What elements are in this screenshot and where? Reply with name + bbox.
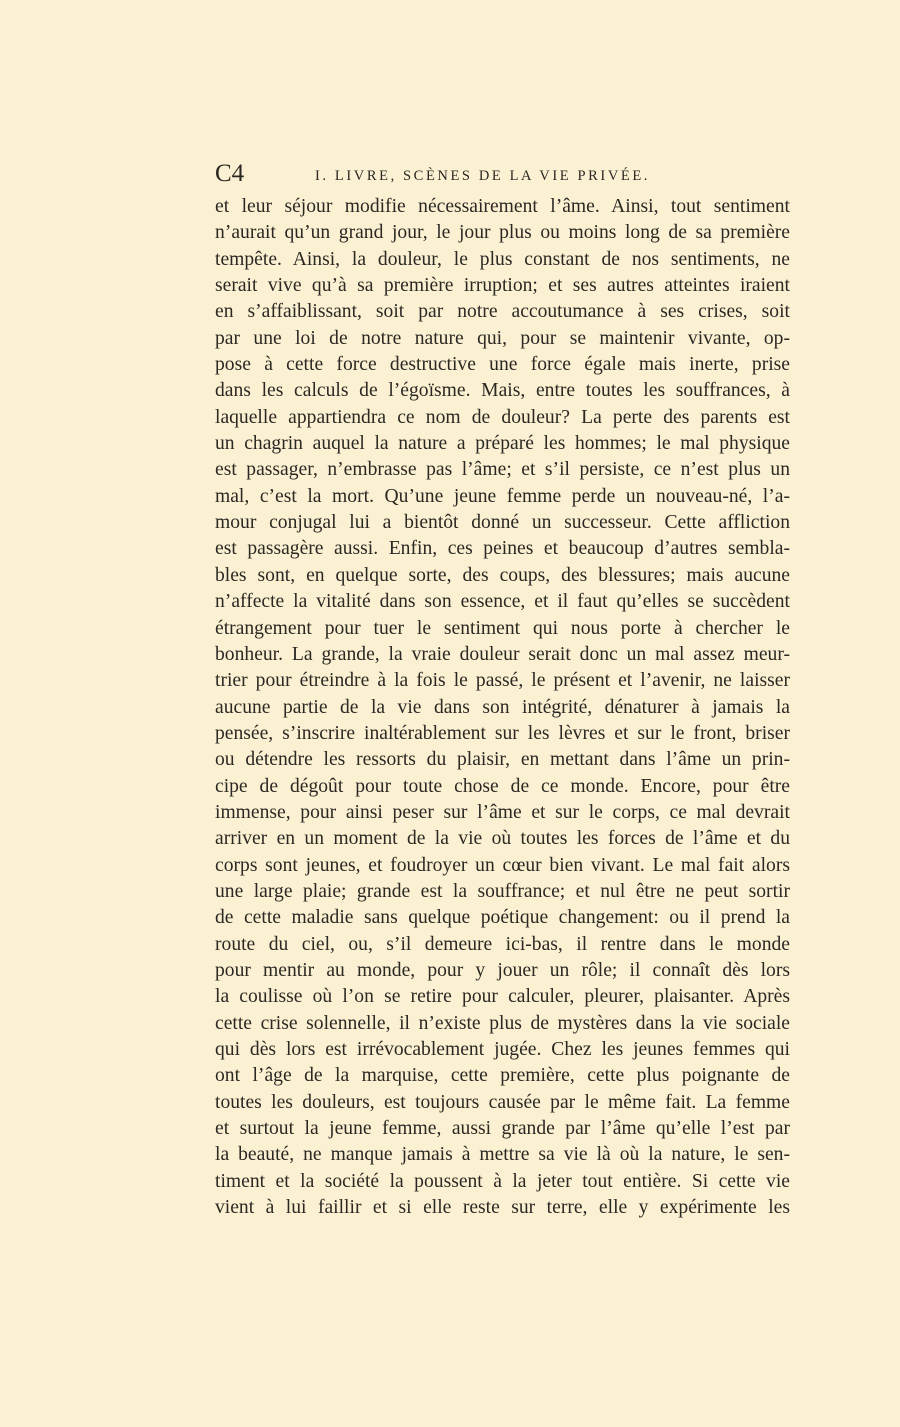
text-line: en s’affaiblissant, soit par notre accoutumance à ses crises, soit <box>215 301 790 323</box>
text-line: toutes les douleurs, est toujours causée par le même fait. La femme <box>215 1091 790 1113</box>
text-line: est passager, n’embrasse pas l’âme; et s’il persiste, ce n’est plus un <box>215 459 790 481</box>
body-text <box>215 194 790 1221</box>
text-line: corps sont jeunes, et foudroyer un cœur bien vivant. Le mal fait alors <box>215 854 790 876</box>
text-line: ont l’âge de la marquise, cette première, cette plus poignante de <box>215 1065 790 1087</box>
text-line: bles sont, en quelque sorte, des coups, des blessures; mais aucune <box>215 564 790 586</box>
text-line: mour conjugal lui a bientôt donné un successeur. Cette affliction <box>215 512 790 534</box>
text-line: de cette maladie sans quelque poétique changement: ou il prend la <box>215 907 790 929</box>
text-line: est passagère aussi. Enfin, ces peines et beaucoup d’autres sembla- <box>215 538 790 560</box>
text-line: étrangement pour tuer le sentiment qui nous porte à chercher le <box>215 617 790 639</box>
text-line: n’affecte la vitalité dans son essence, et il faut qu’elles se succèdent <box>215 591 790 613</box>
text-line: tempête. Ainsi, la douleur, le plus constant de nos sentiments, ne <box>215 248 790 270</box>
text-line: bonheur. La grande, la vraie douleur serait donc un mal assez meur- <box>215 643 790 665</box>
text-line: ou détendre les ressorts du plaisir, en mettant dans l’âme un prin- <box>215 749 790 771</box>
text-line: dans les calculs de l’égoïsme. Mais, entre toutes les souffrances, à <box>215 380 790 402</box>
text-line: et surtout la jeune femme, aussi grande par l’âme qu’elle l’est par <box>215 1118 790 1140</box>
running-title: I. LIVRE, SCÈNES DE LA VIE PRIVÉE. <box>315 168 651 184</box>
text-line: aucune partie de la vie dans son intégrité, dénaturer à jamais la <box>215 696 790 718</box>
text-line: trier pour étreindre à la fois le passé, le présent et l’avenir, ne laisser <box>215 670 790 692</box>
text-line: par une loi de notre nature qui, pour se maintenir vivante, op- <box>215 327 790 349</box>
text-line: pensée, s’inscrire inaltérablement sur les lèvres et sur le front, briser <box>215 722 790 744</box>
text-line: arriver en un moment de la vie où toutes les forces de l’âme et du <box>215 828 790 850</box>
running-head <box>215 158 790 192</box>
text-line: la beauté, ne manque jamais à mettre sa vie là où la nature, le sen- <box>215 1144 790 1166</box>
text-line: et leur séjour modifie nécessairement l’âme. Ainsi, tout sentiment <box>215 196 790 217</box>
text-line: pose à cette force destructive une force égale mais inerte, prise <box>215 354 790 376</box>
text-line: laquelle appartiendra ce nom de douleur? La perte des parents est <box>215 406 790 428</box>
text-line: n’aurait qu’un grand jour, le jour plus ou moins long de sa première <box>215 222 790 244</box>
page-number: C4 <box>215 160 245 187</box>
text-line: route du ciel, ou, s’il demeure ici-bas, il rentre dans le monde <box>215 933 790 955</box>
text-line: cipe de dégoût pour toute chose de ce monde. Encore, pour être <box>215 775 790 797</box>
text-line: la coulisse où l’on se retire pour calculer, pleurer, plaisanter. Après <box>215 986 790 1008</box>
text-line: pour mentir au monde, pour y jouer un rôle; il connaît dès lors <box>215 959 790 981</box>
text-line: vient à lui faillir et si elle reste sur terre, elle y expérimente les <box>215 1197 790 1219</box>
text-line: timent et la société la poussent à la jeter tout entière. Si cette vie <box>215 1170 790 1192</box>
text-line: qui dès lors est irrévocablement jugée. Chez les jeunes femmes qui <box>215 1039 790 1060</box>
text-line: immense, pour ainsi peser sur l’âme et sur le corps, ce mal devrait <box>215 801 790 823</box>
text-line: mal, c’est la mort. Qu’une jeune femme perde un nouveau-né, l’a- <box>215 485 790 507</box>
text-line: une large plaie; grande est la souffrance; et nul être ne peut sortir <box>215 880 790 902</box>
text-line: serait vive qu’à sa première irruption; et ses autres atteintes iraient <box>215 275 790 297</box>
text-line: cette crise solennelle, il n’existe plus de mystères dans la vie sociale <box>215 1012 790 1034</box>
text-line: un chagrin auquel la nature a préparé les hommes; le mal physique <box>215 433 790 455</box>
